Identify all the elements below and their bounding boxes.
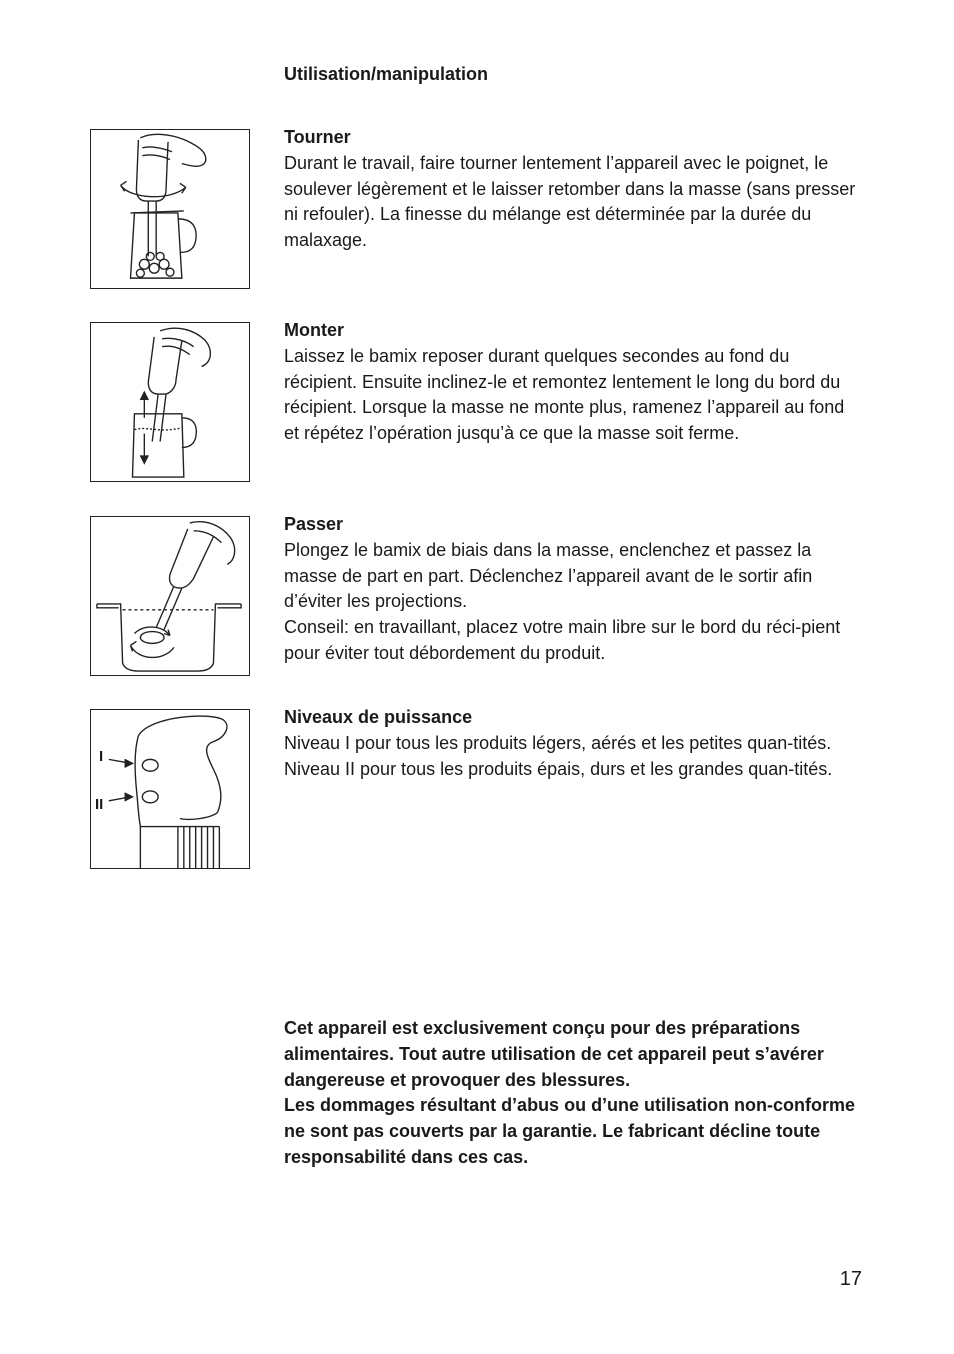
section-heading: Niveaux de puissance bbox=[284, 707, 473, 727]
section-paragraph: Conseil: en travaillant, placez votre main libre sur le bord du réci-pient pour éviter tout débordement du produit. bbox=[284, 617, 841, 663]
blender-switches-icon bbox=[91, 710, 249, 868]
section-heading: Tourner bbox=[284, 127, 351, 147]
level-two-label: II bbox=[95, 796, 104, 813]
warning-paragraph: Cet appareil est exclusivement conçu pour des préparations alimentaires. Tout autre utilisation de cet appareil peut s’avérer dangereuse et provoquer des blessures. bbox=[284, 1018, 824, 1090]
section-niveaux bbox=[284, 705, 864, 782]
section-heading: Passer bbox=[284, 514, 344, 534]
safety-warning bbox=[284, 1016, 864, 1171]
section-monter bbox=[284, 318, 864, 447]
level-one-label: I bbox=[99, 748, 104, 765]
blender-rotating-in-jug-icon bbox=[91, 130, 249, 288]
page-title: Utilisation/manipulation bbox=[284, 64, 489, 84]
monter-illustration bbox=[90, 322, 250, 482]
niveaux-illustration bbox=[90, 709, 250, 869]
blender-up-down-in-jug-icon bbox=[91, 323, 249, 481]
section-paragraph: Plongez le bamix de biais dans la masse, enclenchez et passez la masse de part en part. Déclenchez l’appareil avant de le sortir afin d’éviter les projections. bbox=[284, 539, 813, 612]
section-paragraph: Durant le travail, faire tourner lentement l’appareil avec le poignet, le soulever légèrement et le laisser retomber dans la masse (sans presser ni refouler). La finesse du mélange est déterminée par la durée du malaxage. bbox=[284, 152, 856, 251]
blender-in-pot-icon bbox=[91, 517, 249, 675]
section-passer bbox=[284, 512, 864, 667]
section-paragraph: Niveau I pour tous les produits légers, aérés et les petites quan-tités. bbox=[284, 732, 832, 753]
section-heading: Monter bbox=[284, 320, 344, 340]
section-paragraph: Laissez le bamix reposer durant quelques secondes au fond du récipient. Ensuite inclinez-le et remontez lentement le long du bord du récipient. Lorsque la masse ne monte plus, ramenez l’appareil au fond et répétez l’opération jusqu’à ce que la masse soit ferme. bbox=[284, 345, 845, 444]
section-paragraph: Niveau II pour tous les produits épais, durs et les grandes quan-tités. bbox=[284, 758, 833, 779]
tourner-illustration bbox=[90, 129, 250, 289]
section-tourner bbox=[284, 125, 864, 254]
passer-illustration bbox=[90, 516, 250, 676]
warning-paragraph: Les dommages résultant d’abus ou d’une utilisation non-conforme ne sont pas couverts par la garantie. Le fabricant décline toute responsabilité dans ces cas. bbox=[284, 1095, 856, 1167]
page-number: 17 bbox=[839, 1268, 862, 1290]
